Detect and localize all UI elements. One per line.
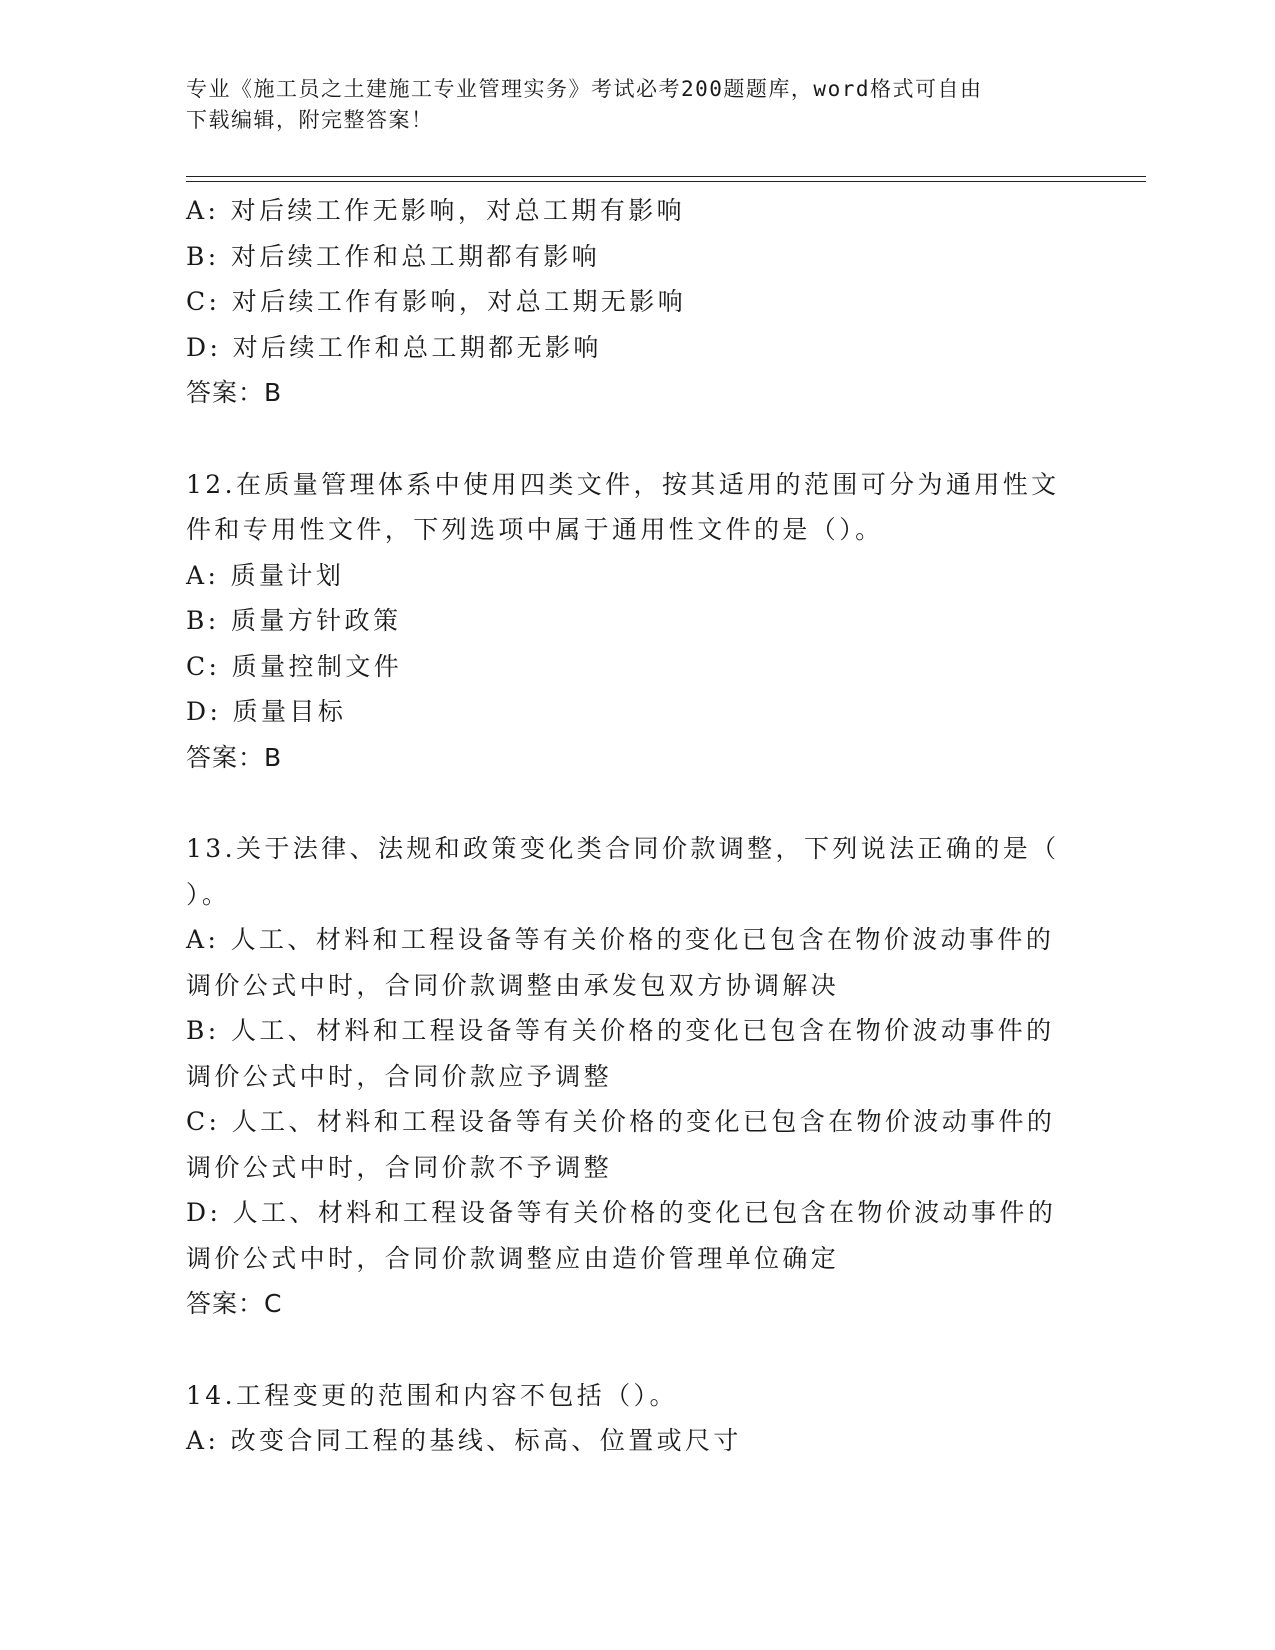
spacer [186,416,1066,462]
header-divider-bottom [186,181,1146,182]
answer-line: 答案：B [186,742,283,772]
question-text: 13.关于法律、法规和政策变化类合同价款调整，下列说法正确的是（ [186,834,1060,863]
spacer [186,1327,1066,1373]
question-14-block [186,1373,1066,1464]
option-c-continued: 调价公式中时，合同价款不予调整 [186,1152,613,1182]
question-12-block [186,462,1066,781]
option-a-continued: 调价公式中时，合同价款调整由承发包双方协调解决 [186,970,840,1000]
option-a: A: 改变合同工程的基线、标高、位置或尺寸 [186,1426,742,1455]
question-13-block [186,826,1066,1327]
option-c: C: 质量控制文件 [186,651,403,681]
header-line-1: 专业《施工员之土建施工专业管理实务》考试必考200题题库，word格式可自由 [186,77,983,101]
option-b-continued: 调价公式中时，合同价款应予调整 [186,1061,613,1091]
option-a: A: 人工、材料和工程设备等有关价格的变化已包含在物价波动事件的 [186,925,1055,954]
header-divider-top [186,176,1146,177]
option-b: B: 人工、材料和工程设备等有关价格的变化已包含在物价波动事件的 [186,1016,1055,1045]
option-d: D: 质量目标 [186,697,347,726]
option-c: C: 对后续工作有影响，对总工期无影响 [186,287,687,316]
answer-line: 答案：B [186,378,283,407]
option-a: A: 对后续工作无影响，对总工期有影响 [186,196,686,225]
option-b: B: 对后续工作和总工期都有影响 [186,241,601,271]
question-list [186,188,1066,1464]
option-b: B: 质量方针政策 [186,606,402,635]
option-d: D: 对后续工作和总工期都无影响 [186,332,602,362]
option-c: C: 人工、材料和工程设备等有关价格的变化已包含在物价波动事件的 [186,1107,1056,1136]
question-text: 12.在质量管理体系中使用四类文件，按其适用的范围可分为通用性文 [186,469,1060,499]
question-text-continued: ）。 [186,879,231,909]
option-d-continued: 调价公式中时，合同价款调整应由造价管理单位确定 [186,1243,840,1273]
question-text: 14.工程变更的范围和内容不包括（）。 [186,1380,678,1410]
option-a: A: 质量计划 [186,560,345,590]
option-d: D: 人工、材料和工程设备等有关价格的变化已包含在物价波动事件的 [186,1198,1057,1227]
header-line-2: 下载编辑，附完整答案！ [186,108,434,132]
document-header [186,74,1066,136]
question-11-block [186,188,1066,416]
answer-line: 答案：C [186,1289,283,1318]
spacer [186,780,1066,826]
question-text-continued: 件和专用性文件，下列选项中属于通用性文件的是（）。 [186,515,884,544]
